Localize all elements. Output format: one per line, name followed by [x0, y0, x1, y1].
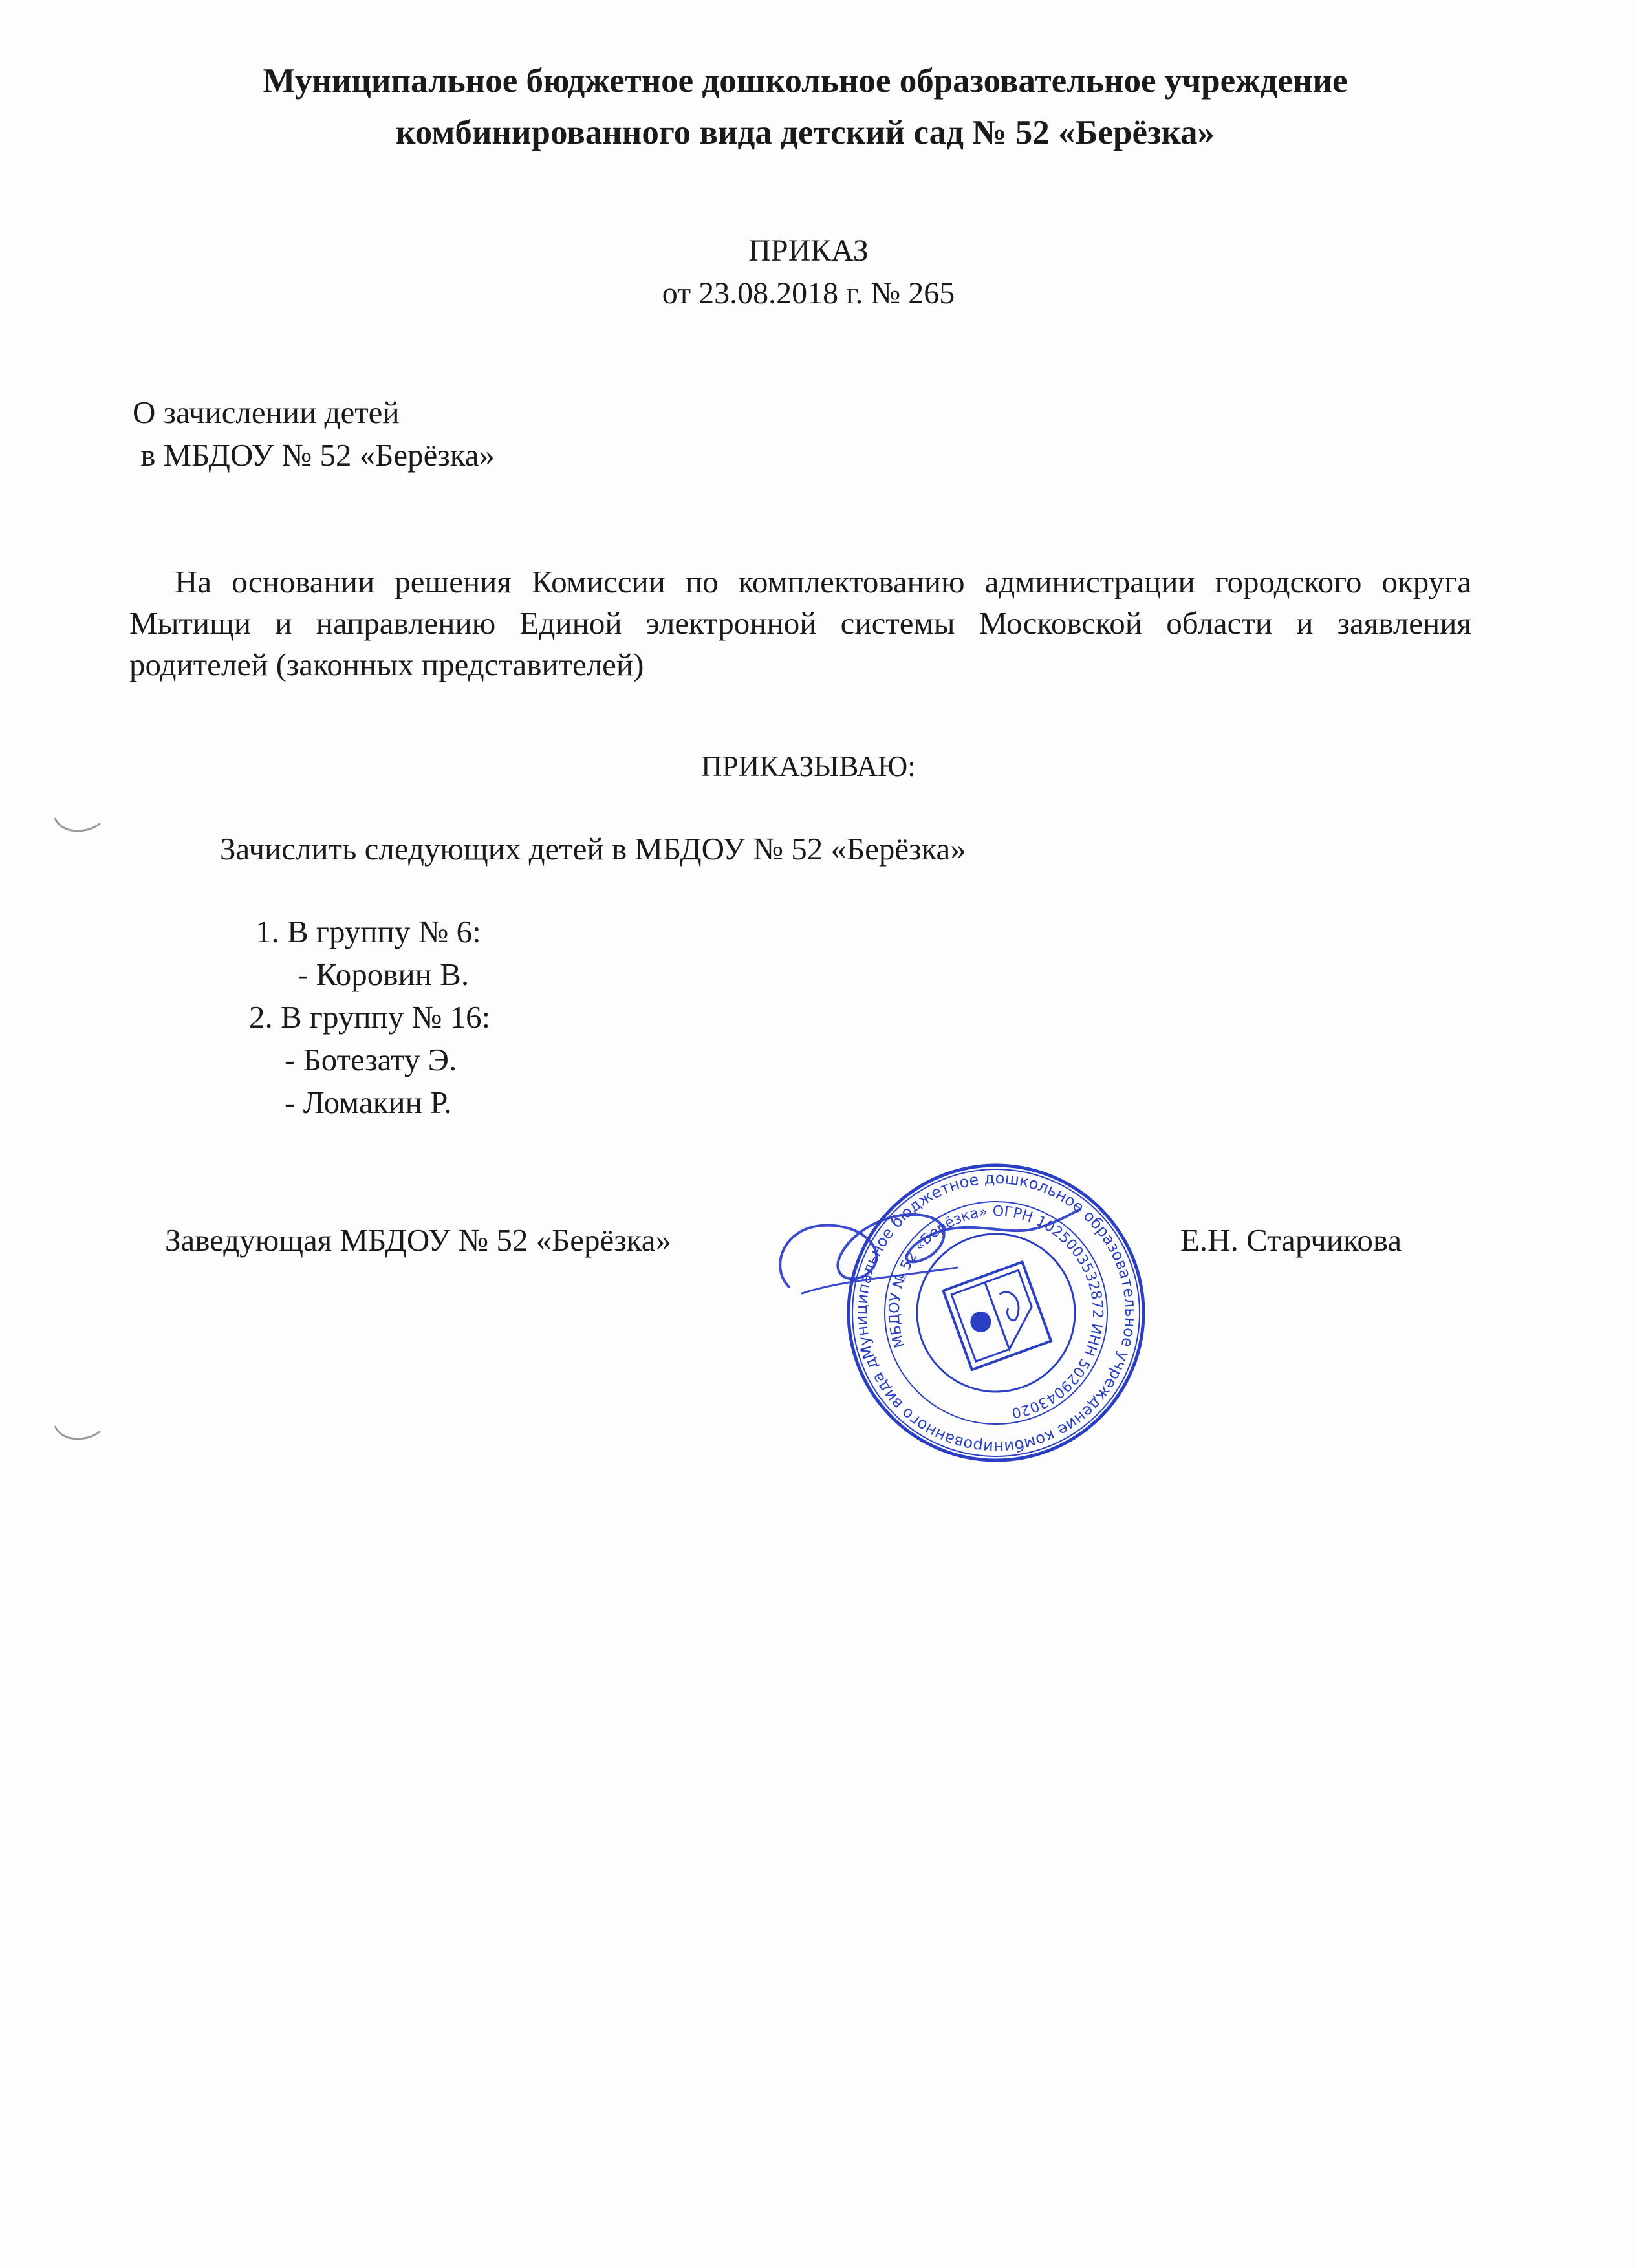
subject-line-2: в МБДОУ № 52 «Берёзка» — [133, 437, 495, 473]
child-name: - Коровин В. — [298, 956, 470, 992]
order-subject — [133, 391, 715, 477]
subject-line-1: О зачислении детей — [133, 394, 400, 430]
signer-title: Заведующая МБДОУ № 52 «Берёзка» — [165, 1222, 671, 1258]
group-label: 2. В группу № 16: — [249, 999, 491, 1035]
institution-stamp — [841, 1158, 1151, 1468]
child-name: - Ботезату Э. — [285, 1042, 457, 1077]
punch-hole-mark — [52, 812, 103, 837]
punch-hole-mark — [52, 1420, 103, 1445]
order-basis-paragraph: На основании решения Комиссии по комплектованию администрации городского округа Мытищи и направлению Единой электронной системы Московской области и заявления родителей (законных представителей) — [129, 564, 1471, 682]
group-label: 1. В группу № 6: — [255, 914, 481, 949]
order-heading — [453, 230, 1164, 315]
child-name: - Ломакин Р. — [285, 1085, 452, 1120]
institution-name-line-1: Муниципальное бюджетное дошкольное образовательное учреждение — [263, 62, 1348, 100]
enroll-statement: Зачислить следующих детей в МБДОУ № 52 «Берёзка» — [220, 831, 966, 867]
stamp-inner-text: МБДОУ № 52 «Берёзка» ОГРН 1025003532872 ИНН 5029043020 — [886, 1203, 1106, 1421]
order-number-date: от 23.08.2018 г. № 265 — [662, 276, 955, 310]
stamp-outer-text: Муниципальное бюджетное дошкольное образовательное учреждение комбинированного вида детский — [852, 1169, 1140, 1457]
order-title: ПРИКАЗ — [748, 233, 869, 268]
order-directive-word: ПРИКАЗЫВАЮ: — [701, 750, 916, 783]
signer-name: Е.Н. Старчикова — [1180, 1222, 1402, 1258]
institution-header — [78, 55, 1533, 158]
coat-of-arms-icon — [943, 1262, 1051, 1370]
institution-name-line-2: комбинированного вида детский сад № 52 «Берёзка» — [395, 114, 1215, 151]
